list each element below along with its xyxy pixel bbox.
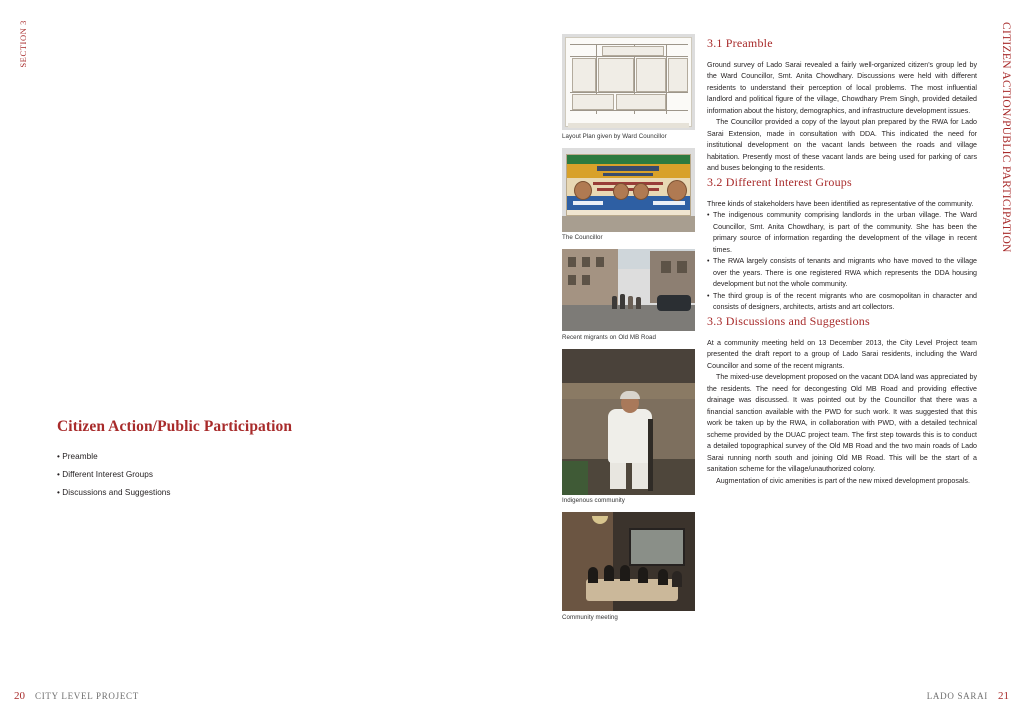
page-title: Citizen Action/Public Participation [57,418,293,435]
page-number-left: 20 [14,690,25,702]
figure-layout-plan [562,34,695,140]
right-page [511,0,1023,718]
toc-item-different-interest-groups: • Different Interest Groups [57,470,153,479]
layout-plan-image [562,34,695,130]
toc-item-discussions-and-suggestions: • Discussions and Suggestions [57,488,171,497]
footer-label-right: LADO SARAI [926,691,988,701]
figure-councillor [562,148,695,242]
heading-discussions-and-suggestions: 3.3 Discussions and Suggestions [707,313,870,328]
figure-caption: Layout Plan given by Ward Councillor [562,132,667,140]
figure-community-meeting [562,512,695,621]
figure-caption: Community meeting [562,613,618,621]
figure-column [562,34,695,629]
community-meeting-image [562,512,695,611]
page-number-right: 21 [998,690,1009,702]
figure-caption: Recent migrants on Old MB Road [562,333,657,341]
recent-migrants-image [562,249,695,331]
figure-caption: Indigenous community [562,497,625,504]
figure-recent-migrants [562,249,695,341]
side-tab-citizen-action: CITIZEN ACTION/PUBLIC PARTICIPATION [1000,22,1012,253]
councillor-hoarding-image [562,148,695,232]
right-footer [927,690,1009,702]
paragraph: Three kinds of stakeholders have been identified as representative of the community. [707,199,974,208]
list-item: • The indigenous community comprising landlords in the urban village. The Ward Councillor, Smt. Anita Chowdhary, is part of the community. She has been the primary source of information regarding the development of the village in recent times. [707,210,977,256]
figure-caption: The Councillor [562,234,603,241]
paragraph: At a community meeting held on 13 December 2013, the City Level Project team presented the draft report to a group of Lado Sarai residents, including the Ward Councillor and some of the recent migrants. [707,338,977,370]
heading-preamble: 3.1 Preamble [707,36,773,50]
heading-different-interest-groups: 3.2 Different Interest Groups [707,174,852,189]
footer-label-left: CITY LEVEL PROJECT [35,691,139,701]
figure-indigenous-community [562,349,695,505]
stakeholder-list [707,210,977,313]
left-footer [14,690,139,702]
toc-item-preamble: • Preamble [57,452,98,461]
chapter-block [57,418,387,506]
list-item: • The RWA largely consists of tenants and migrants who have moved to the village over the years. There is one registered RWA which represents the DDA housing development but not the whole community. [707,256,977,290]
indigenous-community-image [562,349,695,495]
paragraph: The mixed-use development proposed on the vacant DDA land was appreciated by the residents. The need for decongesting Old MB Road and providing effective drainage was discussed. It was pointed out by the Councillor that there was a financial sanction available with the PWD for such work. It was suggested that this work be taken up by the RWA, in collaboration with PWD, with a detailed technical scheme provided by the DUAC project team. The first step towards this is to conduct a detailed topographical survey of the Old MB Road and the two main roads of Lado Sarai running north south and joining Old MB Road. This will be the start of a sanitation scheme for the village/unauthorized colony. [707,373,977,474]
paragraph: The Councillor provided a copy of the layout plan prepared by the RWA for Lado Sarai Extension, made in consultation with DDA. This indicated the need for institutional development on the vacant lands between the roads and village habitation. Presently most of these vacant lands are being used for parking of cars and buses belonging to the residents. [707,118,977,173]
body-content [707,36,977,487]
paragraph: Augmentation of civic amenities is part of the new mixed development proposals. [716,476,970,485]
left-page [0,0,511,718]
paragraph: Ground survey of Lado Sarai revealed a fairly well-organized citizen's group led by the Ward Councillor, Smt. Anita Chowdhary. Discussions were held with different residents to understand their perception of local problems. The most influential landlord and political figure of the village, Chowdhary Prem Singh, provided detailed information about the history, demographics, and infrastructure development issues. [707,61,977,115]
list-item: • The third group is of the recent migrants who are cosmopolitan in character and consists of designers, architects, artists and art collectors. [707,291,977,314]
section-tab: SECTION 3 [18,20,28,68]
